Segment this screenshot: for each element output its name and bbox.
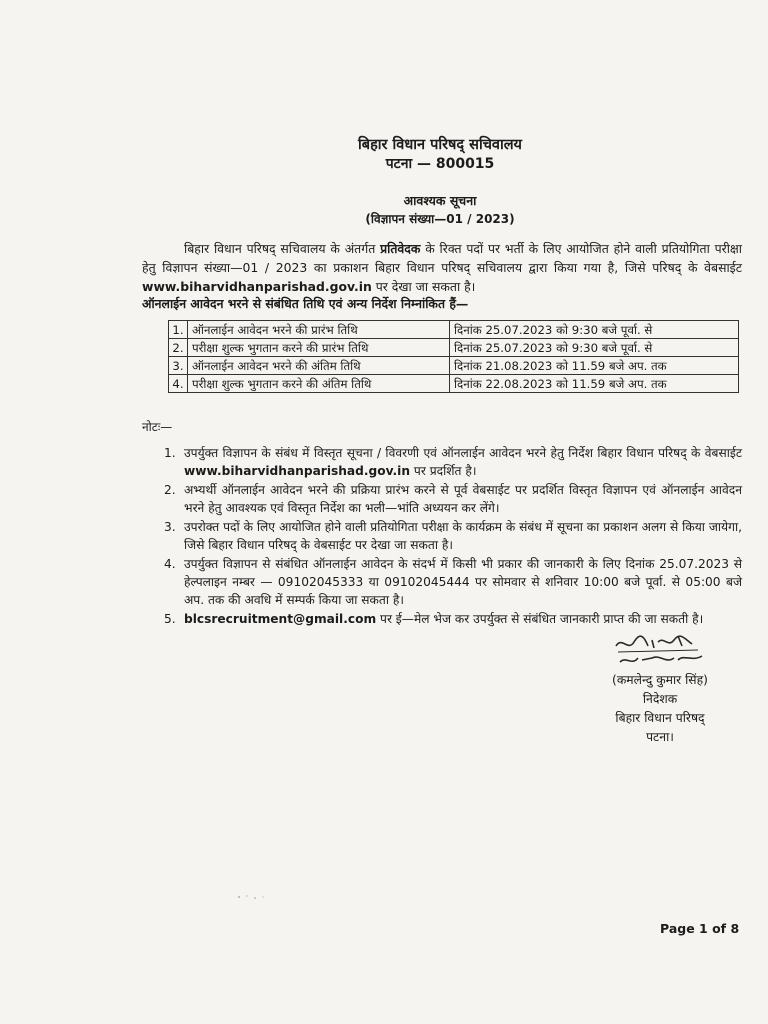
note-bold-text: blcsrecruitment@gmail.com — [184, 612, 377, 626]
row-label: ऑनलाईन आवेदन भरने की अंतिम तिथि — [188, 357, 450, 375]
row-label: परीक्षा शुल्क भुगतान करने की प्रारंभ तिथि — [188, 339, 450, 357]
intro-paragraph — [142, 239, 742, 296]
note-number: 1. — [164, 446, 176, 460]
row-value: दिनांक 25.07.2023 को 9:30 बजे पूर्वा. से — [450, 321, 739, 339]
scan-speck — [233, 892, 273, 902]
note-number: 2. — [164, 483, 176, 497]
note-item — [160, 518, 742, 554]
row-number: 4. — [169, 375, 188, 393]
signatory-block — [590, 671, 730, 747]
note-number: 3. — [164, 520, 176, 534]
note-text-after: पर प्रदर्शित है। — [410, 464, 477, 478]
intro-text-2: के रिक्त पदों पर भर्ती के लिए आयोजित होने वाली प्रतियोगिता परीक्षा हेतु विज्ञापन संख्या—01 / 2023 का प्रकाशन बिहार विधान परिषद् सचिवालय द्वारा किया गया है, जिसे परिषद् के वेबसाईट — [142, 241, 742, 275]
note-bold-text: www.biharvidhanparishad.gov.in — [184, 464, 411, 478]
org-title: बिहार विधान परिषद् सचिवालय — [358, 137, 522, 153]
notice-title: आवश्यक सूचना — [403, 193, 477, 208]
signatory-name: (कमलेन्दु कुमार सिंह) — [612, 673, 708, 687]
note-number: 4. — [164, 557, 176, 571]
intro-text-1: बिहार विधान परिषद् सचिवालय के अंतर्गत — [184, 241, 381, 256]
note-label: नोटः— — [142, 420, 173, 434]
signatory-office: बिहार विधान परिषद् — [615, 711, 705, 725]
intro-text-3: पर देखा जा सकता है। — [371, 279, 476, 294]
signatory-city: पटना। — [646, 730, 674, 744]
signatory-designation: निदेशक — [642, 692, 678, 706]
advert-number: (विज्ञापन संख्या—01 / 2023) — [365, 212, 515, 226]
dates-table-row — [169, 321, 739, 339]
note-item — [160, 481, 742, 517]
note-text: अभ्यर्थी ऑनलाईन आवेदन भरने की प्रक्रिया प्रारंभ करने से पूर्व वेबसाईट पर प्रदर्शित विस्तृत विज्ञापन एवं ऑनलाईन आवेदन भरने हेतु आवश्यक एवं विस्तृत निर्देश का भली—भांति अध्ययन कर लेंगे। — [184, 483, 742, 515]
handwritten-signature — [608, 632, 708, 672]
dates-table — [168, 320, 739, 393]
intro-bold-word: प्रतिवेदक — [380, 241, 421, 256]
org-city: पटना — 800015 — [385, 156, 495, 172]
dates-table-row — [169, 357, 739, 375]
page-number: Page 1 of 8 — [660, 921, 740, 936]
note-text: उपर्युक्त विज्ञापन के संबंध में विस्तृत सूचना / विवरणी एवं ऑनलाईन आवेदन भरने हेतु निर्देश बिहार विधान परिषद् के वेबसाईट — [184, 446, 742, 460]
dates-table-row — [169, 339, 739, 357]
row-value: दिनांक 22.08.2023 को 11.59 बजे अप. तक — [450, 375, 739, 393]
row-number: 1. — [169, 321, 188, 339]
dates-table-row — [169, 375, 739, 393]
row-label: ऑनलाईन आवेदन भरने की प्रारंभ तिथि — [188, 321, 450, 339]
notes-list — [160, 444, 742, 629]
note-item — [160, 555, 742, 609]
row-value: दिनांक 21.08.2023 को 11.59 बजे अप. तक — [450, 357, 739, 375]
dates-heading: ऑनलाईन आवेदन भरने से संबंधित तिथि एवं अन्य निर्देश निम्नांकित हैं— — [142, 296, 469, 311]
note-text: उपर्युक्त विज्ञापन से संबंधित ऑनलाईन आवेदन के संदर्भ में किसी भी प्रकार की जानकारी के लिए दिनांक 25.07.2023 से हेल्पलाइन नम्बर — 09102045333 या 09102045444 पर सोमवार से शनिवार 10:00 बजे पूर्वा. से 05:00 बजे अप. तक की अवधि में सम्पर्क किया जा सकता है। — [184, 557, 742, 607]
intro-website: www.biharvidhanparishad.gov.in — [142, 279, 372, 294]
note-item — [160, 444, 742, 480]
note-item — [160, 610, 742, 628]
note-number: 5. — [164, 612, 176, 626]
note-text-after: पर ई—मेल भेज कर उपर्युक्त से संबंधित जानकारी प्राप्त की जा सकती है। — [376, 612, 704, 626]
note-text: उपरोक्त पदों के लिए आयोजित होने वाली प्रतियोगिता परीक्षा के कार्यक्रम के संबंध में सूचना का प्रकाशन अलग से किया जायेगा, जिसे बिहार विधान परिषद् के वेबसाईट पर देखा जा सकता है। — [184, 520, 742, 552]
row-value: दिनांक 25.07.2023 को 9:30 बजे पूर्वा. से — [450, 339, 739, 357]
row-number: 3. — [169, 357, 188, 375]
row-label: परीक्षा शुल्क भुगतान करने की अंतिम तिथि — [188, 375, 450, 393]
row-number: 2. — [169, 339, 188, 357]
